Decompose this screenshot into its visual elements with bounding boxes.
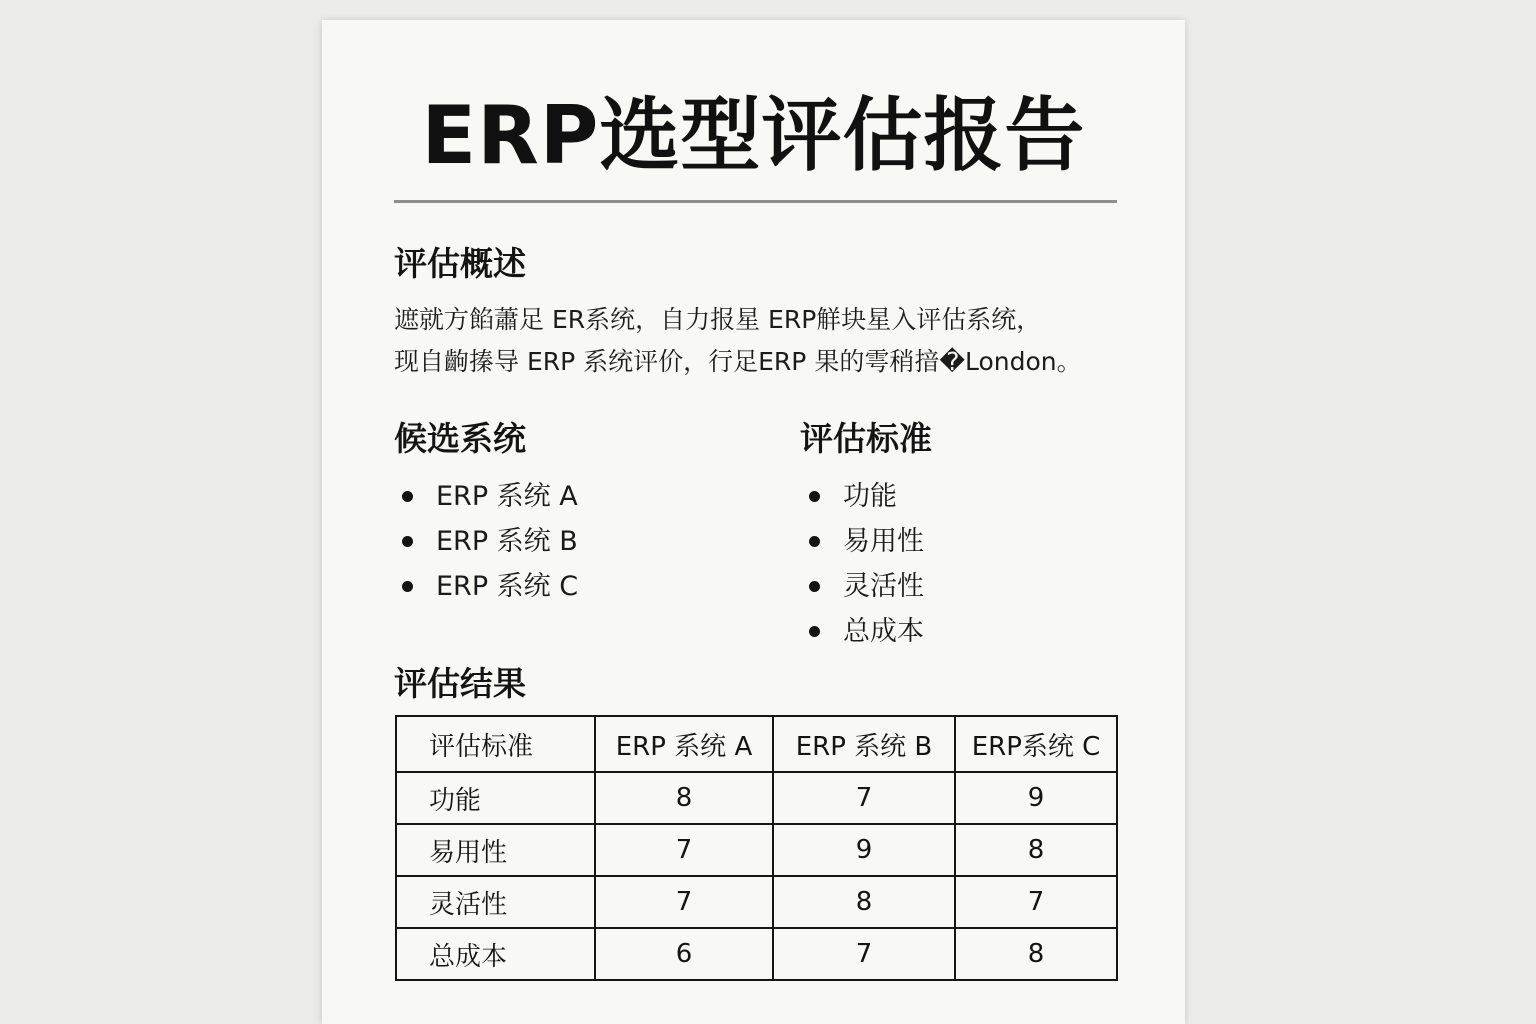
candidates-heading: 候选系统 [394,419,526,458]
criterion-cell: 灵活性 [396,876,595,928]
criterion-cell: 功能 [396,772,595,824]
score-cell: 8 [595,772,773,824]
table-row [396,824,1117,876]
list-item-label: ERP 系统 A [436,481,578,512]
table-row [396,928,1117,980]
column-header: 评估标准 [396,716,595,772]
title-divider [394,200,1117,203]
list-item [804,519,924,564]
overview-heading: 评估概述 [394,244,526,283]
results-table [395,715,1118,981]
criteria-list [804,474,924,654]
score-cell: 9 [773,824,955,876]
bullet-icon [809,626,820,637]
page-title: ERP选型评估报告 [421,89,1086,182]
list-item-label: 灵活性 [843,571,924,602]
overview-paragraph [394,299,1124,383]
score-cell: 7 [595,824,773,876]
score-cell: 7 [773,928,955,980]
table-row [396,772,1117,824]
score-cell: 6 [595,928,773,980]
list-item [804,474,924,519]
bullet-icon [809,581,820,592]
overview-line: 遮就方餡蕭足 ER系统，自力报星 ERP觧块星入评估系统， [394,305,1042,334]
bullet-icon [809,536,820,547]
list-item [804,564,924,609]
column-header: ERP 系统 B [773,716,955,772]
list-item-label: 易用性 [843,526,924,557]
score-cell: 7 [773,772,955,824]
overview-line: 现自齣搸导 ERP 系统评价，行足ERP 果的雩稍揞�London。 [394,347,1082,376]
score-cell: 7 [595,876,773,928]
column-header: ERP 系统 A [595,716,773,772]
candidates-list [397,474,578,609]
report-page [322,20,1185,1024]
criteria-heading: 评估标准 [800,419,932,458]
table-header-row [396,716,1117,772]
score-cell: 8 [773,876,955,928]
list-item-label: 总成本 [843,616,924,647]
list-item-label: ERP 系统 C [436,571,579,602]
bullet-icon [809,491,820,502]
list-item-label: 功能 [843,481,897,512]
bullet-icon [402,491,413,502]
results-heading: 评估结果 [394,664,526,703]
score-cell: 9 [955,772,1117,824]
list-item [397,564,578,609]
bullet-icon [402,581,413,592]
score-cell: 7 [955,876,1117,928]
list-item [804,609,924,654]
table-row [396,876,1117,928]
score-cell: 8 [955,824,1117,876]
list-item-label: ERP 系统 B [436,526,578,557]
criterion-cell: 易用性 [396,824,595,876]
criterion-cell: 总成本 [396,928,595,980]
list-item [397,519,578,564]
bullet-icon [402,536,413,547]
score-cell: 8 [955,928,1117,980]
list-item [397,474,578,519]
column-header: ERP系统 C [955,716,1117,772]
